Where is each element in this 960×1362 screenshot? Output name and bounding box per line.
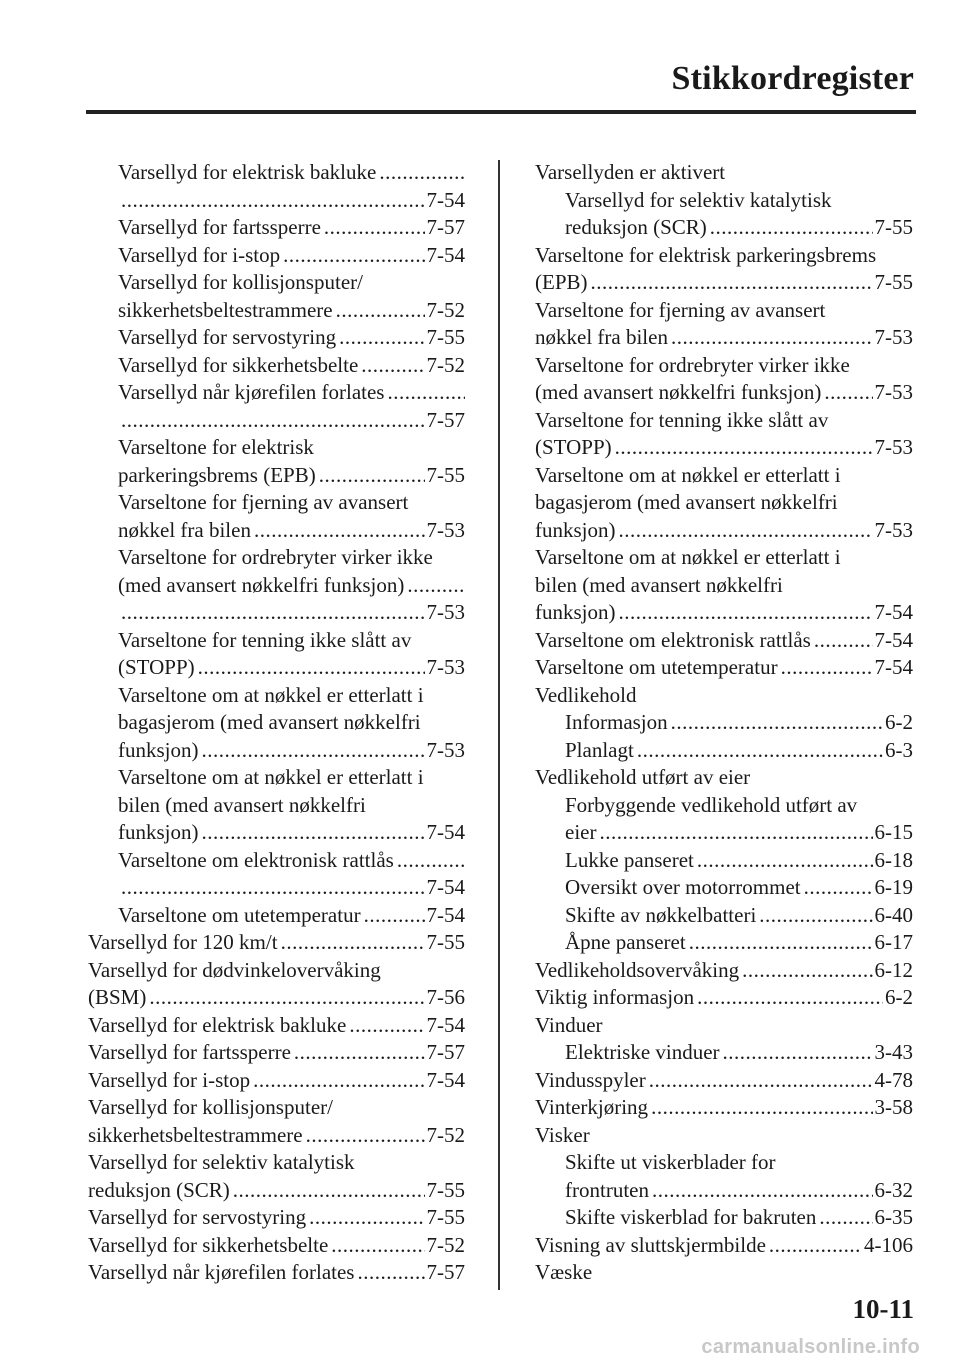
index-entry-page: 3-58 [874, 1095, 913, 1119]
index-entry-text: Planlagt [565, 737, 634, 762]
index-entry [535, 1094, 913, 1122]
index-entry-text: Varsellyd for fartssperre [118, 215, 321, 239]
index-entry-page: 6-15 [874, 820, 913, 844]
index-entry-page: 7-52 [426, 297, 465, 322]
index-entry [535, 187, 913, 215]
index-entry-text: Varseltone om at nøkkel er etterlatt i [535, 462, 841, 487]
index-entry [88, 544, 465, 572]
dot-leader [280, 242, 424, 270]
index-entry [535, 269, 913, 297]
index-entry-page: 7-54 [874, 655, 913, 679]
index-entry-text: Lukke panseret [565, 847, 694, 872]
dot-leader [694, 847, 873, 875]
index-entry-text: Forbyggende vedlikehold utført av [565, 792, 858, 817]
dot-leader [811, 627, 873, 655]
index-entry [535, 929, 913, 957]
dot-leader [801, 874, 873, 902]
index-entry [535, 379, 913, 407]
index-entry-page: 6-35 [874, 1205, 913, 1229]
dot-leader [634, 737, 883, 765]
dot-leader [648, 1094, 872, 1122]
index-entry [535, 682, 913, 710]
dot-leader [739, 957, 872, 985]
index-entry-page: 4-106 [864, 1232, 913, 1257]
index-entry-page: 7-54 [426, 1012, 465, 1037]
index-entry-text: (STOPP) [535, 435, 612, 459]
index-entry [88, 1067, 465, 1095]
index-entry-page: 7-54 [426, 875, 465, 899]
dot-leader [251, 517, 425, 545]
index-entry-page: 7-52 [426, 352, 465, 377]
index-entry-text: Visker [535, 1122, 590, 1147]
index-entry-text: Varseltone om at nøkkel er etterlatt i [118, 765, 424, 789]
dot-leader [646, 1067, 873, 1095]
index-entry-text: (med avansert nøkkelfri funksjon) [118, 572, 405, 597]
index-entry-text: Varseltone om utetemperatur [535, 655, 778, 679]
index-entry [88, 572, 465, 600]
index-entry [535, 847, 913, 875]
index-entry [535, 1012, 913, 1040]
index-entry-text: bagasjerom (med avansert nøkkelfri [535, 490, 838, 514]
index-entry-text: Skifte viskerblad for bakruten [565, 1205, 817, 1229]
index-entry-text: Væske [535, 1260, 593, 1284]
index-entry [535, 627, 913, 655]
index-entry-text: Varseltone for tenning ikke slått av [535, 407, 829, 432]
index-entry-text: Varseltone for ordrebryter virker ikke [535, 352, 850, 377]
index-entry [88, 242, 465, 270]
index-entry-text: funksjon) [535, 517, 616, 542]
dot-leader [195, 654, 425, 682]
index-entry-text: Varsellyd for servostyring [118, 325, 337, 349]
index-entry-text: Varseltone om utetemperatur [118, 902, 361, 927]
index-entry-text: Vedlikehold utført av eier [535, 765, 751, 789]
index-entry-page: 7-54 [426, 820, 465, 844]
index-entry-page: 7-55 [426, 930, 465, 954]
index-entry-text: Varsellyd for servostyring [88, 1205, 307, 1229]
dot-leader [146, 984, 424, 1012]
index-entry-text: eier [565, 820, 597, 844]
index-entry [535, 517, 913, 545]
index-entry-text: Varseltone om elektronisk rattlås [118, 847, 394, 872]
index-entry [535, 792, 913, 820]
index-entry [535, 957, 913, 985]
index-entry [88, 1204, 465, 1232]
index-entry [88, 434, 465, 462]
dot-leader [816, 1204, 872, 1232]
index-entry-page: 6-40 [874, 902, 913, 927]
index-entry [88, 1232, 465, 1260]
index-entry [88, 187, 465, 215]
index-entry-page: 7-55 [426, 1205, 465, 1229]
index-entry [535, 434, 913, 462]
index-entry-text: Varsellyd for fartssperre [88, 1040, 291, 1064]
index-entry-text: Skifte av nøkkelbatteri [565, 902, 757, 927]
index-entry [535, 214, 913, 242]
dot-leader [316, 462, 425, 490]
dot-leader [230, 1177, 425, 1205]
index-entry-page: 7-54 [426, 1067, 465, 1092]
index-entry-text: parkeringsbrems (EPB) [118, 462, 316, 487]
index-entry-page: 6-17 [874, 930, 913, 954]
index-entry [535, 1039, 913, 1067]
dot-leader [612, 434, 873, 462]
index-entry-text: (EPB) [535, 270, 588, 294]
index-column-right [535, 159, 913, 1287]
index-entry [88, 1012, 465, 1040]
index-entry [535, 1204, 913, 1232]
index-entry-text: Vedlikehold [535, 682, 637, 707]
index-entry-text: Varsellyd for elektrisk bakluke [88, 1012, 347, 1037]
index-entry-page: 7-55 [426, 1177, 465, 1202]
dot-leader [361, 902, 425, 930]
index-entry-page: 7-57 [426, 1260, 465, 1284]
dot-leader [404, 572, 465, 600]
dot-leader [358, 352, 424, 380]
dot-leader [596, 819, 872, 847]
index-entry [535, 572, 913, 600]
index-entry [88, 902, 465, 930]
index-entry [535, 462, 913, 490]
index-entry-page: 7-57 [426, 1040, 465, 1064]
index-entry-text: Varseltone om at nøkkel er etterlatt i [535, 545, 841, 569]
index-entry [535, 1149, 913, 1177]
index-entry [88, 627, 465, 655]
index-entry-text: (STOPP) [118, 655, 195, 679]
index-entry-text: Visning av sluttskjermbilde [535, 1232, 766, 1257]
index-entry [535, 599, 913, 627]
index-entry-page: 7-53 [426, 517, 465, 542]
dot-leader [376, 159, 465, 187]
dot-leader [118, 874, 425, 902]
dot-leader [616, 599, 873, 627]
index-entry-text: Skifte ut viskerblader for [565, 1150, 776, 1174]
dot-leader [649, 1177, 873, 1205]
index-entry [535, 709, 913, 737]
index-entry-page: 7-53 [426, 655, 465, 679]
index-entry-page: 7-56 [426, 985, 465, 1009]
index-entry [88, 1094, 465, 1122]
index-entry-page: 7-54 [874, 627, 913, 652]
index-entry [535, 352, 913, 380]
column-divider [498, 160, 500, 1290]
index-entry-text: Varsellyd for selektiv katalytisk [565, 187, 832, 212]
index-entry-text: Elektriske vinduer [565, 1040, 720, 1064]
index-entry-text: Varseltone om at nøkkel er etterlatt i [118, 682, 424, 707]
index-entry-text: funksjon) [118, 737, 199, 762]
dot-leader [766, 1232, 862, 1260]
index-entry [88, 214, 465, 242]
index-entry [88, 654, 465, 682]
index-entry-text: nøkkel fra bilen [535, 325, 668, 349]
index-entry-page: 6-2 [885, 710, 913, 734]
index-entry-page: 7-52 [426, 1122, 465, 1147]
dot-leader [668, 709, 883, 737]
index-entry-page: 7-53 [426, 600, 465, 624]
dot-leader [306, 1204, 424, 1232]
index-entry-page: 4-78 [874, 1067, 913, 1092]
header-rule [86, 110, 916, 114]
dot-leader [118, 407, 425, 435]
dot-leader [686, 929, 873, 957]
index-entry-page: 7-55 [426, 462, 465, 487]
index-entry-text: nøkkel fra bilen [118, 517, 251, 542]
index-entry [535, 1177, 913, 1205]
index-entry [535, 984, 913, 1012]
index-entry [535, 242, 913, 270]
index-entry-text: Varsellyd for kollisjonsputer/ [88, 1095, 333, 1119]
index-entry [88, 1039, 465, 1067]
index-entry [88, 847, 465, 875]
index-entry [88, 792, 465, 820]
index-entry [535, 324, 913, 352]
dot-leader [668, 324, 873, 352]
index-entry-text: Varsellyd for i-stop [88, 1067, 251, 1092]
index-entry-text: Varsellyd for dødvinkelovervåking [88, 957, 381, 982]
index-entry-text: bagasjerom (med avansert nøkkelfri [118, 710, 421, 734]
index-entry-page: 7-54 [426, 902, 465, 927]
index-entry [535, 159, 913, 187]
dot-leader [707, 214, 873, 242]
index-entry [535, 902, 913, 930]
index-entry [88, 517, 465, 545]
index-entry [88, 269, 465, 297]
index-entry [88, 159, 465, 187]
dot-leader [756, 902, 872, 930]
dot-leader [616, 517, 873, 545]
index-entry-page: 7-55 [874, 270, 913, 294]
index-entry [88, 462, 465, 490]
index-entry-page: 7-57 [426, 407, 465, 432]
index-entry-text: Viktig informasjon [535, 985, 695, 1009]
index-entry-text: frontruten [565, 1177, 649, 1202]
dot-leader [321, 214, 425, 242]
index-entry [535, 297, 913, 325]
index-entry [88, 352, 465, 380]
index-entry [88, 1149, 465, 1177]
index-entry-page: 6-2 [885, 985, 913, 1009]
index-entry-text: Varseltone for fjerning av avansert [118, 490, 409, 514]
index-entry [535, 489, 913, 517]
dot-leader [394, 847, 465, 875]
index-entry-text: Åpne panseret [565, 930, 686, 954]
dot-leader [291, 1039, 425, 1067]
index-entry-page: 7-55 [874, 215, 913, 239]
index-entry-text: Oversikt over motorrommet [565, 875, 801, 899]
index-entry-text: Varsellyd for elektrisk bakluke [118, 160, 377, 184]
index-entry-page: 6-32 [874, 1177, 913, 1202]
index-entry [88, 709, 465, 737]
index-entry-text: Varsellyd for 120 km/t [88, 930, 278, 954]
dot-leader [199, 737, 425, 765]
index-entry-page: 7-57 [426, 215, 465, 239]
index-entry [535, 819, 913, 847]
index-entry [535, 1259, 913, 1287]
index-entry-page: 7-52 [426, 1232, 465, 1257]
index-entry [88, 379, 465, 407]
index-entry-text: Varsellyd når kjørefilen forlates [118, 380, 385, 404]
dot-leader [333, 297, 425, 325]
index-entry-text: (med avansert nøkkelfri funksjon) [535, 380, 822, 404]
dot-leader [354, 1259, 424, 1287]
dot-leader [778, 654, 873, 682]
index-entry-text: funksjon) [535, 600, 616, 624]
index-column-left [88, 159, 465, 1287]
index-entry-text: Vinterkjøring [535, 1095, 649, 1119]
index-entry-text: Varseltone om elektronisk rattlås [535, 627, 811, 652]
watermark-text: carmanualsonline.info [701, 1336, 920, 1358]
index-entry [535, 654, 913, 682]
index-entry [535, 407, 913, 435]
dot-leader [328, 1232, 424, 1260]
index-entry-page: 7-54 [426, 187, 465, 212]
index-entry-text: Varsellyd for i-stop [118, 242, 281, 267]
index-entry-page: 6-19 [874, 875, 913, 899]
index-entry [88, 1177, 465, 1205]
index-entry-text: Varsellyd når kjørefilen forlates [88, 1260, 355, 1284]
index-entry-page: 3-43 [874, 1040, 913, 1064]
index-entry-text: Varseltone for elektrisk [118, 435, 314, 459]
index-entry [535, 764, 913, 792]
index-entry-text: Vindusspyler [535, 1067, 646, 1092]
index-entry [88, 984, 465, 1012]
index-entry [88, 819, 465, 847]
index-entry [535, 1232, 913, 1260]
dot-leader [303, 1122, 425, 1150]
index-entry [88, 1259, 465, 1287]
page-number: 10-11 [852, 1294, 914, 1324]
dot-leader [720, 1039, 873, 1067]
index-entry-text: sikkerhetsbeltestrammere [88, 1122, 303, 1147]
index-entry-page: 7-53 [426, 737, 465, 762]
index-entry-text: Varsellyd for selektiv katalytisk [88, 1150, 355, 1174]
index-entry-text: bilen (med avansert nøkkelfri [535, 572, 783, 597]
index-entry-text: sikkerhetsbeltestrammere [118, 297, 333, 322]
dot-leader [199, 819, 425, 847]
index-entry [535, 1067, 913, 1095]
index-entry [88, 957, 465, 985]
index-entry [88, 297, 465, 325]
dot-leader [821, 379, 872, 407]
dot-leader [694, 984, 883, 1012]
index-entry-text: Vinduer [535, 1012, 603, 1037]
index-entry [88, 324, 465, 352]
index-entry-page: 7-53 [874, 380, 913, 404]
dot-leader [278, 929, 425, 957]
index-entry [535, 737, 913, 765]
dot-leader [346, 1012, 424, 1040]
index-entry-text: Varseltone for ordrebryter virker ikke [118, 545, 433, 569]
index-entry [88, 489, 465, 517]
index-entry-text: (BSM) [88, 985, 147, 1009]
index-entry-page: 6-18 [874, 847, 913, 872]
index-entry [88, 929, 465, 957]
index-entry-text: funksjon) [118, 820, 199, 844]
index-entry-text: reduksjon (SCR) [565, 215, 707, 239]
index-entry-text: Varsellyden er aktivert [535, 160, 726, 184]
index-entry-text: bilen (med avansert nøkkelfri [118, 792, 366, 817]
index-entry-text: Vedlikeholdsovervåking [535, 957, 740, 982]
index-entry-page: 7-53 [874, 435, 913, 459]
index-entry [88, 874, 465, 902]
index-entry-text: Varsellyd for kollisjonsputer/ [118, 270, 363, 294]
index-entry [535, 544, 913, 572]
index-entry-page: 7-54 [426, 242, 465, 267]
index-entry-text: reduksjon (SCR) [88, 1177, 230, 1202]
index-entry-text: Varseltone for tenning ikke slått av [118, 627, 412, 652]
index-entry-text: Informasjon [565, 710, 668, 734]
index-entry-text: Varsellyd for sikkerhetsbelte [118, 352, 359, 377]
index-entry [88, 599, 465, 627]
dot-leader [118, 187, 425, 215]
index-entry [88, 407, 465, 435]
index-entry-page: 6-3 [885, 737, 913, 762]
index-entry-page: 7-54 [874, 600, 913, 624]
index-entry [88, 737, 465, 765]
index-entry [535, 1122, 913, 1150]
index-entry-page: 7-53 [874, 517, 913, 542]
index-entry [88, 682, 465, 710]
index-entry-text: Varseltone for fjerning av avansert [535, 297, 826, 322]
index-entry [88, 1122, 465, 1150]
dot-leader [118, 599, 425, 627]
index-entry-page: 6-12 [874, 957, 913, 982]
index-entry [535, 874, 913, 902]
index-entry [88, 764, 465, 792]
dot-leader [336, 324, 424, 352]
index-entry-page: 7-53 [874, 325, 913, 349]
dot-leader [384, 379, 465, 407]
dot-leader [250, 1067, 424, 1095]
page-title: Stikkordregister [671, 60, 914, 97]
index-entry-page: 7-55 [426, 325, 465, 349]
index-entry-text: Varseltone for elektrisk parkeringsbrems [535, 242, 877, 267]
index-entry-text: Varsellyd for sikkerhetsbelte [88, 1232, 329, 1257]
dot-leader [588, 269, 873, 297]
